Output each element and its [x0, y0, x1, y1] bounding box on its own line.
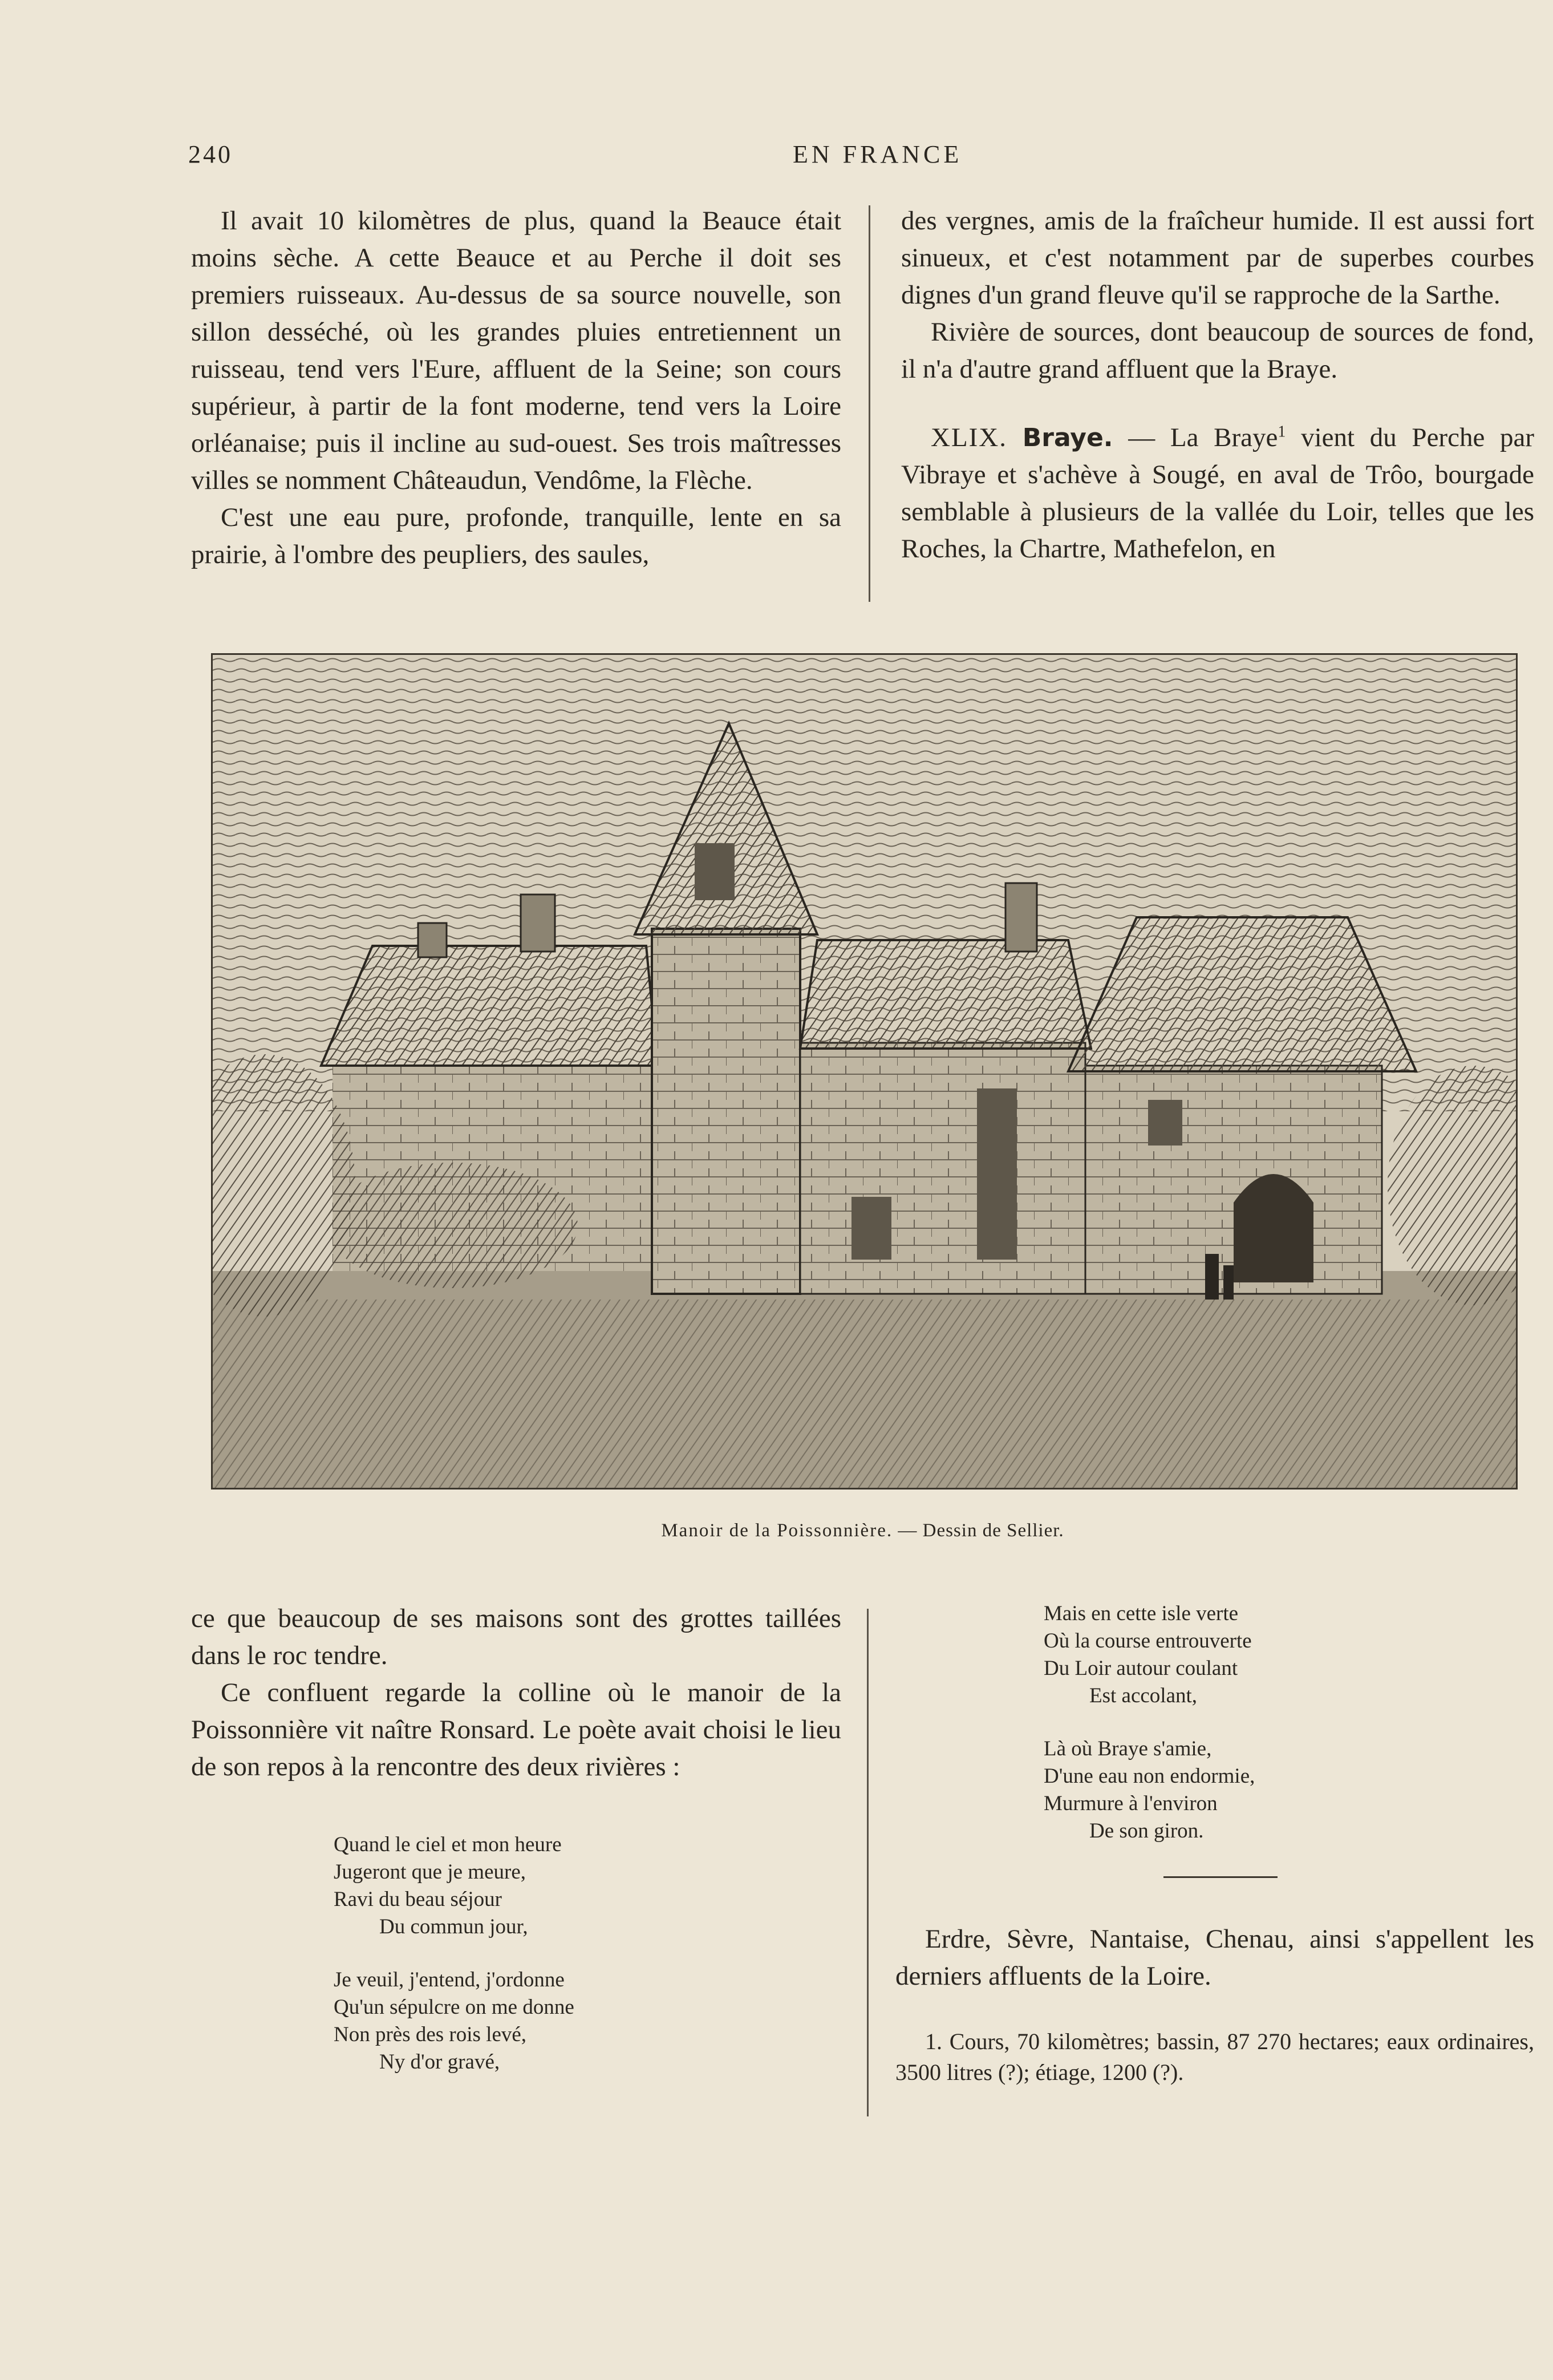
stanza: [1044, 1600, 1534, 1710]
page-number: 240: [188, 140, 233, 168]
verse-line: Du Loir autour coulant: [1044, 1657, 1238, 1680]
running-title: EN FRANCE: [793, 140, 963, 168]
footnote: 1. Cours, 70 kilomètres; bassin, 87 270 hectares; eaux ordinaires, 3500 litres (?); étiage, 1200 (?).: [895, 2029, 1534, 2085]
window: [1148, 1100, 1182, 1146]
stair-tower: [652, 929, 800, 1294]
window: [977, 1088, 1017, 1260]
paragraph: C'est une eau pure, profonde, tranquille, lente en sa prairie, à l'ombre des peupliers, des saules,: [191, 503, 841, 569]
verse-line: Ravi du beau séjour: [334, 1888, 502, 1911]
chimney: [1005, 883, 1037, 952]
verse-line: De son giron.: [1089, 1819, 1204, 1843]
bottom-left-column: [191, 1600, 841, 2102]
paragraph: Ce confluent regarde la colline où le manoir de la Poissonnière vit naître Ronsard. Le poète avait choisi le lieu de son repos à la rencontre des deux rivières :: [191, 1678, 841, 1782]
section-divider: [1163, 1876, 1278, 1878]
chimney: [418, 923, 447, 957]
main-wall: [800, 1043, 1085, 1294]
section-text: vient du Perche par Vibraye et s'achève à Sougé, en aval de Trôo, bourgade semblable à plusieurs de la vallée du Loir, telles que les Roches, la Chartre, Mathefelon, en: [901, 423, 1535, 564]
top-right-column: [901, 203, 1534, 568]
verse-line: Non près des rois levé,: [334, 2023, 527, 2046]
verse-line: Du commun jour,: [379, 1915, 528, 1938]
verse-line: Je veuil, j'entend, j'ordonne: [334, 1968, 565, 1992]
stanza: [1044, 1735, 1534, 1845]
section-intro: — La Braye: [1113, 423, 1278, 452]
bottom-right-column: [895, 1600, 1534, 2088]
paragraph: Il avait 10 kilomètres de plus, quand la Beauce était moins sèche. A cette Beauce et au Perche il doit ses premiers ruisseaux. Au-dessus de sa source nouvelle, son sillon desséché, où les grandes pluies entretiennent un ruisseau, tend vers l'Eure, affluent de la Seine; son cours supérieur, à partir de la font moderne, tend vers la Loire orléanaise; puis il incline au sud-ouest. Ses trois maîtresses villes se nomment Châteaudun, Vendôme, la Flèche.: [191, 206, 841, 495]
verse-line: Est accolant,: [1089, 1684, 1198, 1707]
window: [851, 1197, 891, 1260]
verse-line: Là où Braye s'amie,: [1044, 1737, 1212, 1760]
dormer-window: [695, 843, 735, 900]
illustration-caption: [211, 1520, 1514, 1541]
paragraph: ce que beaucoup de ses maisons sont des grottes taillées dans le roc tendre.: [191, 1604, 841, 1670]
poem-excerpt: [334, 1831, 841, 2076]
top-left-column: [191, 203, 841, 573]
section-name: Braye.: [1022, 423, 1113, 452]
column-rule: [867, 1609, 869, 2116]
left-wing-roof: [321, 946, 658, 1066]
arched-gateway: [1234, 1174, 1313, 1282]
figure: [1205, 1254, 1219, 1300]
verse-line: D'une eau non endormie,: [1044, 1764, 1255, 1788]
chimney: [521, 894, 555, 952]
poem-excerpt: [1044, 1600, 1534, 1845]
column-rule: [869, 205, 870, 602]
caption-title: Manoir de la Poissonnière.: [661, 1520, 893, 1541]
footnote-ref: 1: [1278, 423, 1286, 441]
caption-credit: — Dessin de Sellier.: [893, 1520, 1064, 1541]
main-roof: [800, 940, 1091, 1049]
stanza: [334, 1831, 841, 1941]
ground-hatching: [213, 1300, 1516, 1488]
paragraph: des vergnes, amis de la fraîcheur humide. Il est aussi fort sinueux, et c'est notamment par de superbes courbes dignes d'un grand fleuve qu'il se rapproche de la Sarthe.: [901, 206, 1534, 310]
section-braye: [901, 419, 1534, 568]
section-number: XLIX.: [931, 423, 1007, 452]
verse-line: Où la course entrouverte: [1044, 1629, 1252, 1653]
verse-line: Qu'un sépulcre on me donne: [334, 1996, 574, 2019]
running-header: [188, 140, 1534, 180]
verse-line: Quand le ciel et mon heure: [334, 1833, 562, 1856]
verse-line: Murmure à l'environ: [1044, 1792, 1218, 1815]
verse-line: Jugeront que je meure,: [334, 1860, 526, 1884]
engraving-image: [213, 655, 1516, 1488]
stanza: [334, 1966, 841, 2076]
paragraph: Rivière de sources, dont beaucoup de sources de fond, il n'a d'autre grand affluent que la Braye.: [901, 317, 1534, 384]
figure: [1223, 1265, 1234, 1300]
paragraph: Erdre, Sèvre, Nantaise, Chenau, ainsi s'appellent les derniers affluents de la Loire.: [895, 1924, 1534, 1991]
verse-line: Ny d'or gravé,: [379, 2050, 500, 2074]
verse-line: Mais en cette isle verte: [1044, 1602, 1239, 1625]
shrubbery: [327, 1163, 578, 1288]
manor-engraving: [211, 653, 1518, 1489]
